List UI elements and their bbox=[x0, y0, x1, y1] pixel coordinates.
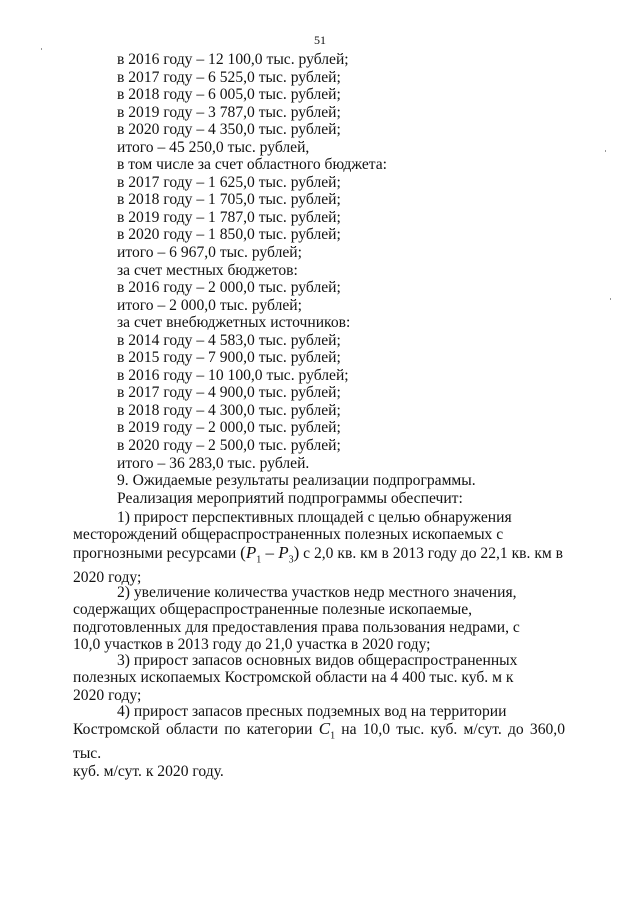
scan-mark bbox=[610, 298, 611, 300]
intro-line: Реализация мероприятий подпрограммы обеспечит: bbox=[117, 489, 463, 507]
item-2-line: подготовленных для предоставления права пользования недрами, с bbox=[73, 618, 520, 636]
text-line: в 2017 году – 6 525,0 тыс. рублей; bbox=[117, 68, 341, 86]
item-2-line: содержащих общераспространенные полезные ископаемые, bbox=[73, 601, 473, 619]
item-1-line: месторождений общераспространенных полезных ископаемых с bbox=[73, 526, 504, 544]
text-line: в 2015 году – 7 900,0 тыс. рублей; bbox=[117, 349, 341, 367]
text-line: в 2014 году – 4 583,0 тыс. рублей; bbox=[117, 331, 341, 349]
text-line: в 2019 году – 2 000,0 тыс. рублей; bbox=[117, 419, 341, 437]
item-1-line: 1) прирост перспективных площадей с целью обнаружения bbox=[117, 509, 512, 526]
item-3-line: 2020 году; bbox=[73, 686, 142, 704]
item-4-text: на 10,0 тыс. куб. м/сут. до 360,0 тыс. bbox=[73, 721, 565, 763]
item-2-line: 10,0 участков в 2013 году до 21,0 участка в 2020 году; bbox=[73, 636, 431, 654]
result-item-2 bbox=[73, 584, 565, 654]
total-line: итого – 2 000,0 тыс. рублей; bbox=[117, 296, 302, 314]
item-4-text: Костромской области по категории bbox=[73, 721, 313, 739]
text-line: в 2020 году – 4 350,0 тыс. рублей; bbox=[117, 121, 341, 139]
text-line: в 2018 году – 1 705,0 тыс. рублей; bbox=[117, 191, 341, 209]
text-line: в 2018 году – 4 300,0 тыс. рублей; bbox=[117, 401, 341, 419]
item-1-text: с 2,0 кв. км в 2013 году до 22,1 кв. км в bbox=[303, 544, 564, 562]
item-2-line: 2) увеличение количества участков недр местного значения, bbox=[117, 584, 517, 601]
result-item-4 bbox=[73, 703, 565, 780]
text-line: в 2016 году – 12 100,0 тыс. рублей; bbox=[117, 51, 349, 68]
text-line: в 2020 году – 2 500,0 тыс. рублей; bbox=[117, 437, 341, 455]
text-line: в 2019 году – 3 787,0 тыс. рублей; bbox=[117, 103, 341, 121]
item-1-formula-line bbox=[73, 544, 565, 569]
text-line: в 2017 году – 4 900,0 тыс. рублей; bbox=[117, 384, 341, 402]
section-heading: в том числе за счет областного бюджета: bbox=[117, 156, 388, 174]
text-line: в 2020 году – 1 850,0 тыс. рублей; bbox=[117, 226, 341, 244]
text-line: в 2016 году – 10 100,0 тыс. рублей; bbox=[117, 366, 349, 384]
item-3-line: 3) прирост запасов основных видов общераспространенных bbox=[117, 652, 518, 669]
total-line: итого – 6 967,0 тыс. рублей; bbox=[117, 244, 302, 262]
text-line: в 2018 году – 6 005,0 тыс. рублей; bbox=[117, 86, 341, 104]
c1-formula: $C_1$ bbox=[318, 719, 336, 742]
funding-lines bbox=[117, 51, 577, 507]
section-heading: за счет внебюджетных источников: bbox=[117, 314, 351, 332]
item-1-line: 2020 году; bbox=[73, 568, 142, 586]
scan-mark bbox=[41, 48, 42, 50]
scan-mark bbox=[605, 150, 606, 152]
section-title: 9. Ожидаемые результаты реализации подпрограммы. bbox=[117, 472, 476, 490]
result-item-3 bbox=[73, 652, 565, 704]
page-number: 51 bbox=[314, 33, 326, 47]
item-4-formula-line bbox=[73, 720, 565, 762]
total-line: итого – 45 250,0 тыс. рублей, bbox=[117, 138, 310, 156]
total-line: итого – 36 283,0 тыс. рублей. bbox=[117, 454, 310, 472]
text-line: в 2019 году – 1 787,0 тыс. рублей; bbox=[117, 208, 341, 226]
item-1-text: прогнозными ресурсами bbox=[73, 544, 237, 562]
text-line: в 2016 году – 2 000,0 тыс. рублей; bbox=[117, 279, 341, 297]
text-line: в 2017 году – 1 625,0 тыс. рублей; bbox=[117, 173, 341, 191]
item-3-line: полезных ископаемых Костромской области на 4 400 тыс. куб. м к bbox=[73, 669, 514, 687]
item-4-line: куб. м/сут. к 2020 году. bbox=[73, 762, 224, 780]
result-item-1 bbox=[73, 509, 565, 586]
item-4-line: 4) прирост запасов пресных подземных вод на территории bbox=[117, 703, 507, 720]
section-heading: за счет местных бюджетов: bbox=[117, 261, 298, 279]
p1-p3-formula: $(P_1 - P_3)$ bbox=[240, 542, 300, 566]
